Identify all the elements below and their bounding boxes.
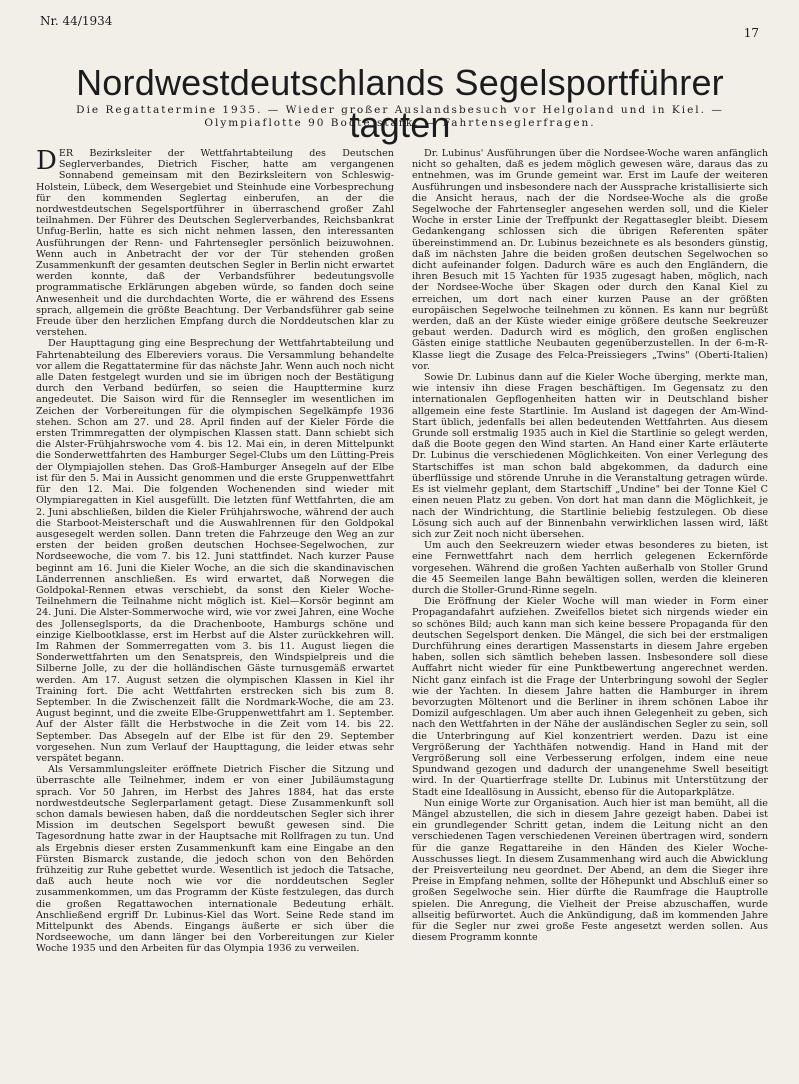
page-number: 17 bbox=[743, 26, 759, 40]
paragraph: Die Eröffnung der Kieler Woche will man wieder in Form einer Propagandafahrt aufziehen. Zweifellos bietet sich nirgends wieder ein so schönes Bild; auch kann man sich keine bessere Propaganda für den deutschen Segelsport denken. Die Mängel, die sich bei der erstmaligen Durchführung eines derartigen Massenstarts in diesem Jahre ergeben haben, sollen sich sämtlich beheben lassen. Insbesondere soll diese Auffahrt nicht wieder für eine Punktbewertung angerechnet werden. Nicht ganz einfach ist die Frage der Unterbringung sowohl der Segler wie der Yachten. In diesem Jahre hatten die Hamburger in ihrem bevorzugten Möltenort und die Berliner in ihrem schönen Laboe ihr Domizil aufgeschlagen. Um aber auch ihnen Gelegenheit zu geben, sich nach den Wettfahrten in der Nähe der ausländischen Segler zu sein, soll die Unterbringung auf Kiel konzentriert werden. Dazu ist eine Vergrößerung der Yachthäfen notwendig. Hand in Hand mit der Vergrößerung soll eine Verbesserung erfolgen, indem eine neue Spundwand gezogen und dadurch der unangenehme Swell beseitigt wird. In der Quartierfrage stellte Dr. Lubinus mit Unterstützung der Stadt eine Ideallösung in Aussicht, ebenso für die Autoparkplätze. bbox=[412, 596, 768, 798]
article-subtitle: Die Regattatermine 1935. — Wieder großer Auslandsbesuch vor Helgoland und in Kiel. — Olympiaflotte 90 Boote stark. — Fahrtenseglerfragen. bbox=[76, 104, 724, 129]
article-title: Nordwestdeutschlands Segelsportführer tagten bbox=[76, 62, 724, 145]
issue-number: Nr. 44/1934 bbox=[40, 14, 113, 28]
paragraph bbox=[36, 148, 394, 338]
paragraph: Sowie Dr. Lubinus dann auf die Kieler Woche überging, merkte man, wie intensiv ihn diese Fragen beschäftigen. Im Gegensatz zu den internationalen Gepflogenheiten hatten wir in Deutschland bisher allgemein eine feste Startlinie. Im Ausland ist dagegen der Am-Wind-Start üblich, jedenfalls bei allen bedeutenden Wettfahrten. Aus diesem Grunde soll erstmalig 1935 auch in Kiel die Startlinie so gelegt werden, daß die Boote gegen den Wind starten. An Hand einer Karte erläuterte Dr. Lubinus die verschiedenen Möglichkeiten. Von einer Verlegung des Startschiffes ist man schon bald abgekommen, da dadurch eine überflüssige und störende Unruhe in die Veranstaltung getragen würde. Es ist vielmehr geplant, dem Startschiff „Undine" bei der Tonne Kiel C einen neuen Platz zu geben. Von dort hat man dann die Möglichkeit, je nach der Windrichtung, die Startlinie beliebig festzulegen. Ob diese Lösung sich auch auf der Binnenbahn verwirklichen lassen wird, läßt sich zur Zeit noch nicht übersehen. bbox=[412, 372, 768, 540]
paragraph-text: ER Bezirksleiter der Wettfahrtabteilung des Deutschen Seglerverbandes, Dietrich Fischer, hatte am vergangenen Sonnabend gemeinsam mit den Bezirksleitern von Schleswig-Holstein, Lübeck, dem Wesergebiet und Steinhude eine Vorbesprechung für den kommenden Seglertag einberufen, an der die nordwestdeutschen Segelsportführer in überraschend großer Zahl teilnahmen. Der Führer des Deutschen Seglerverbandes, Reichsbankrat Unfug-Berlin, hatte es sich nicht nehmen lassen, den interessanten Ausführungen der Renn- und Fahrtensegler persönlich beizuwohnen. Wenn auch in Anbetracht der vor der Tür stehenden großen Zusammenkunft der gesamten deutschen Segler in Berlin nicht erwartet werden konnte, daß der Verbandsführer bedeutungsvolle programmatische Erklärungen abgeben würde, so fanden doch seine Anwesenheit und die durchdachten Worte, die er während des Essens sprach, allgemein die größte Beachtung. Der Verbandsführer gab seine Freude über den herzlichen Empfang durch die Norddeutschen klar zu verstehen. bbox=[36, 148, 394, 339]
paragraph: Der Haupttagung ging eine Besprechung der Wettfahrtabteilung und Fahrtenabteilung des Elbereviers voraus. Die Versammlung behandelte vor allem die Regattatermine für das nächste Jahr. Wenn auch noch nicht alle Daten festgelegt wurden und sie im übrigen noch der Bestätigung durch den Verband bedürfen, so seien die Haupttermine kurz angedeutet. Die Saison wird für die Rennsegler im wesentlichen im Zeichen der Vorbereitungen für die olympischen Segelkämpfe 1936 stehen. Schon am 27. und 28. April finden auf der Kieler Förde die ersten Trimmregatten der olympischen Klassen statt. Dann schiebt sich die Alster-Frühjahrswoche vom 4. bis 12. Mai ein, in deren Mittelpunkt die Sonderwettfahrten des Hamburger Segel-Clubs um den Lütting-Preis der Olympiajollen stehen. Das Groß-Hamburger Ansegeln auf der Elbe ist für den 5. Mai in Aussicht genommen und die erste Gruppenwettfahrt für den 12. Mai. Die folgenden Wochenenden sind wieder mit Olympiaregatten in Kiel ausgefüllt. Die letzten fünf Wettfahrten, die am 2. Juni abschließen, bilden die Kieler Frühjahrswoche, während der auch die Starboot-Meisterschaft und die Auswahlrennen für den Goldpokal ausgesegelt werden sollen. Dann treten die Fahrzeuge den Weg an zur ersten der beiden großen deutschen Hochsee-Segelwochen, zur Nordseewoche, die vom 7. bis 12. Juni stattfindet. Nach kurzer Pause beginnt am 16. Juni die Kieler Woche, an die sich die skandinavischen Länderrennen anschließen. Es wird erwartet, daß Norwegen die Goldpokal-Rennen etwas verschiebt, da sonst den Kieler Woche-Teilnehmern die Teilnahme nicht möglich ist. Kiel—Korsör beginnt am 24. Juni. Die Alster-Sommerwoche wird, wie vor zwei Jahren, eine Woche des Jollenseglsports, da die Drachenboote, Hamburgs schöne und einzige Kielbootklasse, erst im Herbst auf die Alster zurückkehren will. Im Rahmen der Sommerregatten vom 3. bis 11. August liegen die Sonderwettfahrten um den Senatspreis, den Windspielpreis und die Silberne Jolle, zu der die holländischen Gäste turnusgemäß erwartet werden. Am 17. August setzen die olympischen Klassen in Kiel ihr Training fort. Die acht Wettfahrten erstrecken sich bis zum 8. September. In die Zwischenzeit fällt die Nordmark-Woche, die am 23. August beginnt, und die zweite Elbe-Gruppenwettfahrt am 1. September. Auf der Alster fällt die Herbstwoche in die Zeit vom 14. bis 22. September. Das Absegeln auf der Elbe ist für den 29. September vorgesehen. Nun zum Verlauf der Haupttagung, die leider etwas sehr verspätet begann. bbox=[36, 338, 394, 764]
paragraph: Um auch den Seekreuzern wieder etwas besonderes zu bieten, ist eine Fernwettfahrt nach dem herrlich gelegenen Eckernförde vorgesehen. Während die großen Yachten außerhalb von Stoller Grund die 45 Seemeilen lange Bahn bewältigen sollen, werden die kleineren durch die Stoller-Grund-Rinne segeln. bbox=[412, 540, 768, 596]
text-column-left bbox=[36, 148, 394, 1068]
page-header bbox=[40, 14, 759, 40]
paragraph: Nun einige Worte zur Organisation. Auch hier ist man bemüht, all die Mängel abzustellen, die sich in diesem Jahre gezeigt haben. Dabei ist ein grundlegender Schritt getan, indem die Leitung nicht an den verschiedenen Tagen verschiedenen Vereinen übertragen wird, sondern für die ganze Regattareihe in den Händen des Kieler Woche-Ausschusses liegt. In diesem Zusammenhang wird auch die Abwicklung der Preisverteilung neu geordnet. Der Abend, an dem die Sieger ihre Preise in Empfang nehmen, sollte der Höhepunkt und Abschluß einer so großen Segelwoche sein. Hier dürfte die Raumfrage die Hauptrolle spielen. Die Anregung, die Vielheit der Preise abzuschaffen, wurde allseitig befürwortet. Auch die Ankündigung, daß im kommenden Jahre für die Segler nur zwei große Feste angesetzt werden sollen. Aus diesem Programm konnte bbox=[412, 797, 768, 944]
drop-cap: D bbox=[36, 148, 57, 176]
paragraph: Als Versammlungsleiter eröffnete Dietrich Fischer die Sitzung und überraschte alle Teilnehmer, indem er von einer Jubiläumstagung sprach. Vor 50 Jahren, im Herbst des Jahres 1884, hat das erste nordwestdeutsche Seglerparlament getagt. Diese Zusammenkunft soll schon damals bewiesen haben, daß die norddeutschen Segler sich ihrer Mission im deutschen Segelsport bewußt gewesen sind. Die Tagesordnung hatte zwar in der Hauptsache mit Rollfragen zu tun. Und als Ergebnis dieser ersten Zusammenkunft kam eine Eingabe an den Fürsten Bismarck zustande, die jedoch schon von den Behörden frühzeitig zur Ruhe gebettet wurde. Wesentlich ist jedoch die Tatsache, daß auch heute noch wie vor die norddeutschen Segler zusammenkommen, um das Programm der Küste festzulegen, das durch die großen Regattawochen internationale Bedeutung erhält. Anschließend ergriff Dr. Lubinus-Kiel das Wort. Seine Rede stand im Mittelpunkt des Abends. Eingangs äußerte er sich über die Nordseewoche, um dann länger bei den Vorbereitungen zur Kieler Woche 1935 und den Arbeiten für das Olympia 1936 zu verweilen. bbox=[36, 764, 394, 955]
paragraph: Dr. Lubinus' Ausführungen über die Nordsee-Woche waren anfänglich nicht so gehalten, daß es jedem möglich gewesen wäre, daraus das zu entnehmen, was im Grunde gemeint war. Erst im Laufe der weiteren Ausführungen und insbesondere nach der Aussprache kristallisierte sich die Ansicht heraus, nach der die Nordsee-Woche als die große Segelwoche der Fahrtensegler angesehen werden soll, und die Kieler Woche in erster Linie der Treffpunkt der Regattasegler bleibt. Diesem Gedankengang schlossen sich die übrigen Referenten später übereinstimmend an. Dr. Lubinus bezeichnete es als besonders günstig, daß im nächsten Jahre die beiden großen deutschen Segelwochen so dicht aufeinander folgen. Dadurch wäre es auch den Engländern, die ihren Besuch mit 15 Yachten für 1935 zugesagt haben, möglich, nach der Nordsee-Woche über Skagen oder durch den Kanal Kiel zu erreichen, um dort nach einer kurzen Pause an der größten europäischen Segelwoche teilnehmen zu können. Es kann nur begrüßt werden, daß an der Küste wieder einige größere deutsche Seekreuzer gebaut werden. Dadurch wird es möglich, den großen englischen Gästen einige stattliche Neubauten gegenüberzustellen. In der 6-m-R-Klasse liegt die Zusage des Felca-Preissiegers „Twins" (Oberti-Italien) vor. bbox=[412, 148, 768, 372]
text-column-right bbox=[412, 148, 768, 1068]
